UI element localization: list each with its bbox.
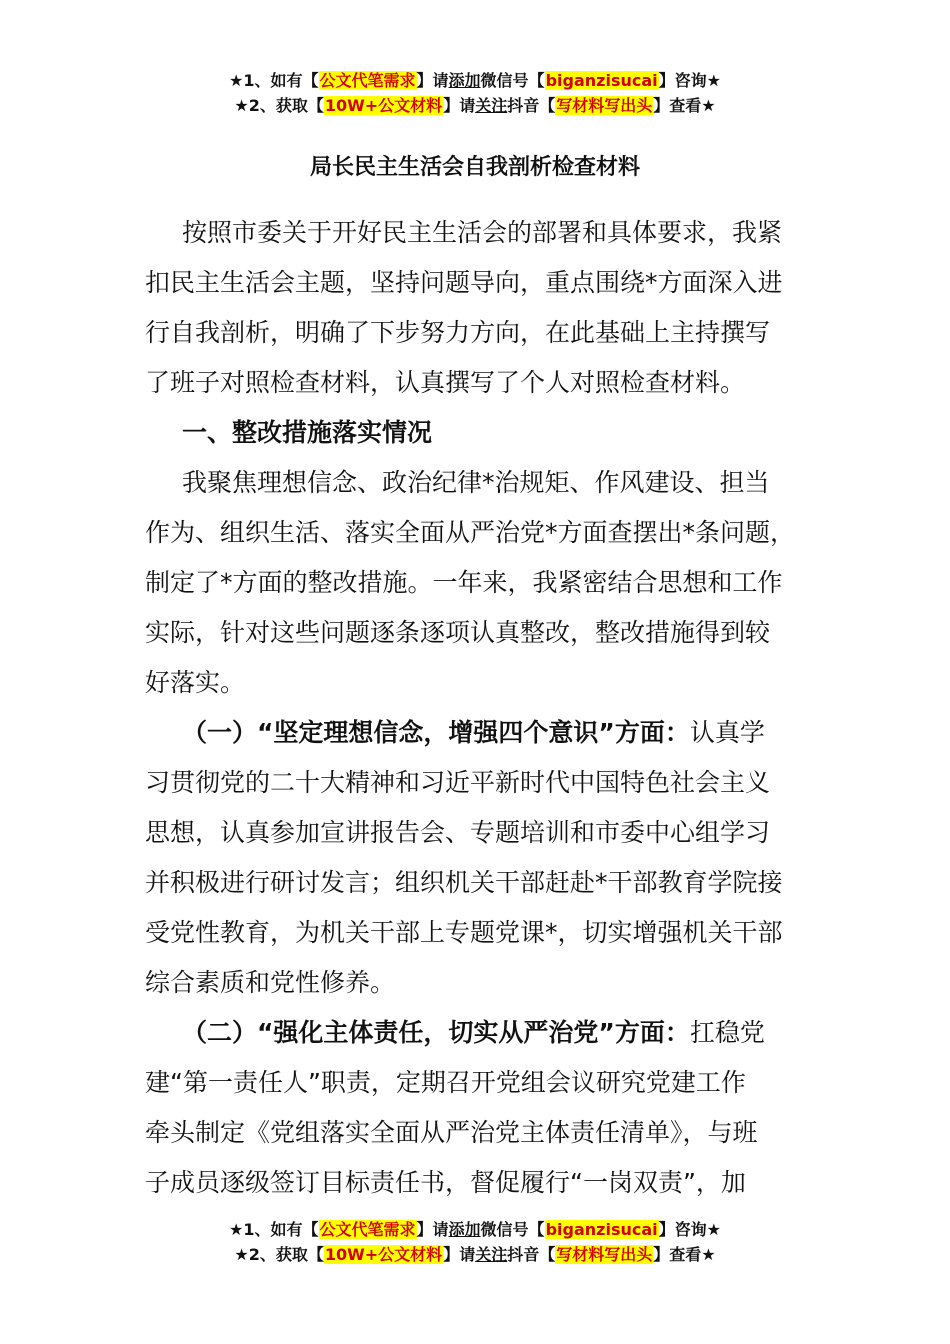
subsection-2: （二）“强化主体责任，切实从严治党”方面：扛稳党 建“第一责任人”职责，定期召开党组会议研究党建工作 牵头制定《党组落实全面从严治党主体责任清单》，与班 子成员逐级签订目标责任书，督促履行“一岗双责”，加 — [145, 1018, 765, 1197]
section-heading-1: 一、整改措施落实情况 — [182, 418, 433, 447]
banner-tag-materials: 10W+公文材料 — [324, 96, 443, 115]
banner-tag-service: 公文代笔需求 — [319, 71, 416, 90]
bottom-banner — [0, 1217, 950, 1267]
banner-tag-wechat: biganzisucai — [545, 1220, 658, 1239]
banner-tag-materials: 10W+公文材料 — [324, 1245, 443, 1264]
subsection-2-lead: （二）“强化主体责任，切实从严治党”方面： — [182, 1018, 690, 1047]
paragraph-intro: 按照市委关于开好民主生活会的部署和具体要求，我紧 扣民主生活会主题，坚持问题导向，重点围绕*方面深入进 行自我剖析，明确了下步努力方向，在此基础上主持撰写 了班子对照检查材料，认真撰写了个人对照检查材料。 — [145, 218, 783, 397]
banner-tag-douyin: 写材料写出头 — [556, 96, 653, 115]
banner-line-1: ★1、如有【公文代笔需求】请添加微信号【biganzisucai】咨询★ — [229, 71, 721, 90]
subsection-1: （一）“坚定理想信念，增强四个意识”方面：认真学 习贯彻党的二十大精神和习近平新时代中国特色社会主义 思想，认真参加宣讲报告会、专题培训和市委中心组学习 并积极进行研讨发言；组织机关干部赶赴*干部教育学院接 受党性教育，为机关干部上专题党课*，切实增强机关干部 综合素质和党性修养。 — [145, 718, 783, 997]
document-body — [145, 208, 815, 1208]
banner-tag-service: 公文代笔需求 — [319, 1220, 416, 1239]
banner-tag-douyin: 写材料写出头 — [556, 1245, 653, 1264]
banner-tag-wechat: biganzisucai — [545, 71, 658, 90]
document-title: 局长民主生活会自我剖析检查材料 — [309, 155, 640, 180]
top-banner — [0, 68, 950, 118]
banner-line-2: ★2、获取【10W+公文材料】请关注抖音【写材料写出头】查看★ — [234, 1245, 716, 1264]
banner-line-2: ★2、获取【10W+公文材料】请关注抖音【写材料写出头】查看★ — [234, 96, 716, 115]
banner-line-1: ★1、如有【公文代笔需求】请添加微信号【biganzisucai】咨询★ — [229, 1220, 721, 1239]
paragraph-summary: 我聚焦理想信念、政治纪律*治规矩、作风建设、担当 作为、组织生活、落实全面从严治党*方面查摆出*条问题， 制定了*方面的整改措施。一年来，我紧密结合思想和工作 实际，针对这些问题逐条逐项认真整改，整改措施得到较 好落实。 — [145, 468, 796, 697]
subsection-1-lead: （一）“坚定理想信念，增强四个意识”方面： — [182, 718, 690, 747]
